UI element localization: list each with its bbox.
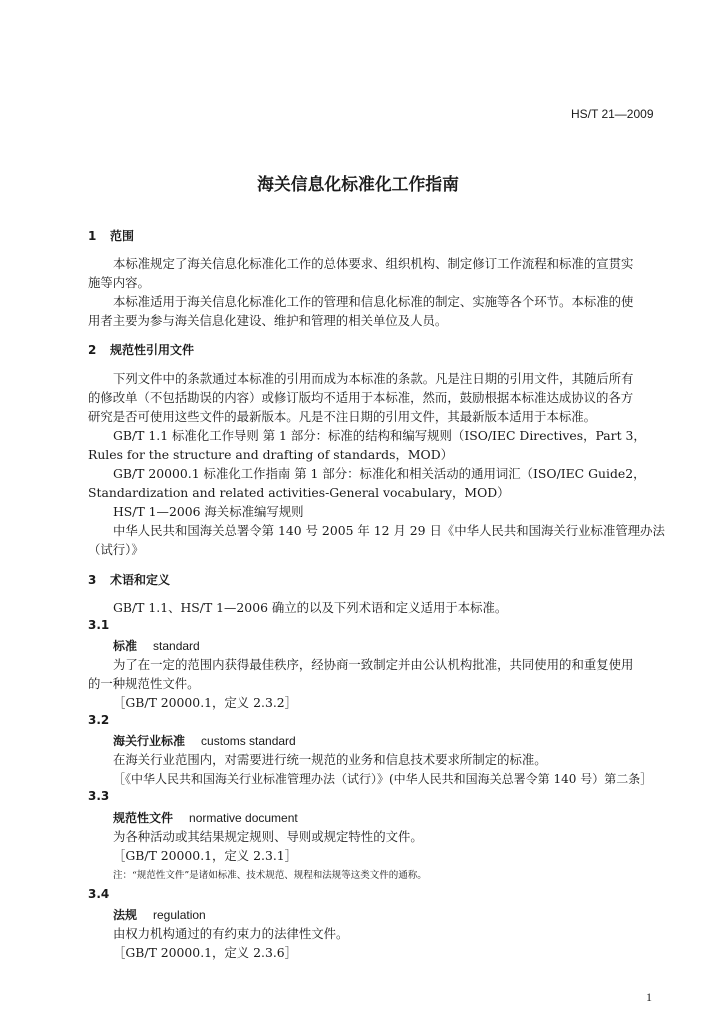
term-number: 3.3 bbox=[88, 789, 110, 803]
term-number: 3.1 bbox=[88, 618, 110, 632]
term-en: normative document bbox=[189, 811, 298, 825]
term-zh: 标准 bbox=[113, 639, 138, 653]
section-2-heading bbox=[88, 341, 194, 358]
definition-line: 为各种活动或其结果规定规则、导则或规定特性的文件。 bbox=[113, 829, 423, 844]
term-zh: 法规 bbox=[113, 908, 138, 922]
definition-line: 在海关行业范围内，对需要进行统一规范的业务和信息技术要求所制定的标准。 bbox=[113, 752, 547, 767]
section-3-heading bbox=[88, 571, 170, 588]
term-number: 3.4 bbox=[88, 887, 110, 901]
reference-line: Standardization and related activities-General vocabulary，MOD） bbox=[88, 485, 510, 500]
section-number: 2 bbox=[88, 343, 97, 357]
reference-line: GB/T 20000.1 标准化工作指南 第 1 部分：标准化和相关活动的通用词汇（ISO/IEC Guide2， bbox=[113, 466, 646, 481]
page-number: 1 bbox=[646, 990, 652, 1004]
reference-line: Rules for the structure and drafting of standards，MOD） bbox=[88, 447, 454, 462]
paragraph-line: 研究是否可使用这些文件的最新版本。凡是不注日期的引用文件，其最新版本适用于本标准。 bbox=[88, 409, 597, 424]
term-en: customs standard bbox=[201, 734, 296, 748]
definition-source: ［GB/T 20000.1，定义 2.3.2］ bbox=[113, 695, 298, 710]
paragraph-line: 本标准适用于海关信息化标准化工作的管理和信息化标准的制定、实施等各个环节。本标准的使 bbox=[113, 294, 634, 309]
section-title: 规范性引用文件 bbox=[110, 343, 195, 357]
section-title: 术语和定义 bbox=[110, 573, 171, 587]
term-zh: 规范性文件 bbox=[113, 811, 174, 825]
term-en: regulation bbox=[153, 908, 206, 922]
document-code: HS/T 21—2009 bbox=[571, 107, 654, 121]
document-title: 海关信息化标准化工作指南 bbox=[257, 175, 459, 195]
section-number: 3 bbox=[88, 573, 97, 587]
paragraph-line: 施等内容。 bbox=[88, 275, 150, 290]
reference-line: （试行）》 bbox=[88, 542, 144, 557]
term-heading bbox=[113, 809, 298, 826]
definition-source: ［《中华人民共和国海关行业标准管理办法（试行）》(中华人民共和国海关总署令第 140 号）第二条］ bbox=[113, 772, 653, 786]
term-heading bbox=[113, 732, 296, 749]
section-1-heading bbox=[88, 227, 134, 244]
term-heading bbox=[113, 637, 200, 654]
paragraph-line: GB/T 1.1、HS/T 1—2006 确立的以及下列术语和定义适用于本标准。 bbox=[113, 600, 508, 615]
paragraph-line: 本标准规定了海关信息化标准化工作的总体要求、组织机构、制定修订工作流程和标准的宣贯实 bbox=[113, 256, 634, 271]
definition-line: 的一种规范性文件。 bbox=[88, 676, 200, 691]
term-heading bbox=[113, 906, 206, 923]
reference-line: 中华人民共和国海关总署令第 140 号 2005 年 12 月 29 日《中华人民共和国海关行业标准管理办法 bbox=[113, 523, 665, 538]
definition-source: ［GB/T 20000.1，定义 2.3.1］ bbox=[113, 848, 298, 863]
paragraph-line: 用者主要为参与海关信息化建设、维护和管理的相关单位及人员。 bbox=[88, 313, 448, 328]
term-number: 3.2 bbox=[88, 713, 110, 727]
paragraph-line: 下列文件中的条款通过本标准的引用而成为本标准的条款。凡是注日期的引用文件，其随后所有 bbox=[113, 371, 634, 386]
term-zh: 海关行业标准 bbox=[113, 734, 186, 748]
section-number: 1 bbox=[88, 229, 97, 243]
term-en: standard bbox=[153, 639, 200, 653]
definition-line: 由权力机构通过的有约束力的法律性文件。 bbox=[113, 926, 349, 941]
reference-line: HS/T 1—2006 海关标准编写规则 bbox=[113, 504, 304, 519]
definition-source: ［GB/T 20000.1，定义 2.3.6］ bbox=[113, 945, 298, 960]
paragraph-line: 的修改单（不包括勘误的内容）或修订版均不适用于本标准，然而，鼓励根据本标准达成协议的各方 bbox=[88, 390, 634, 405]
definition-line: 为了在一定的范围内获得最佳秩序，经协商一致制定并由公认机构批准，共同使用的和重复使用 bbox=[113, 657, 634, 672]
section-title: 范围 bbox=[110, 229, 135, 243]
reference-line: GB/T 1.1 标准化工作导则 第 1 部分：标准的结构和编写规则（ISO/IEC Directives，Part 3， bbox=[113, 428, 646, 443]
note: 注：“规范性文件”是诸如标准、技术规范、规程和法规等这类文件的通称。 bbox=[113, 870, 427, 881]
